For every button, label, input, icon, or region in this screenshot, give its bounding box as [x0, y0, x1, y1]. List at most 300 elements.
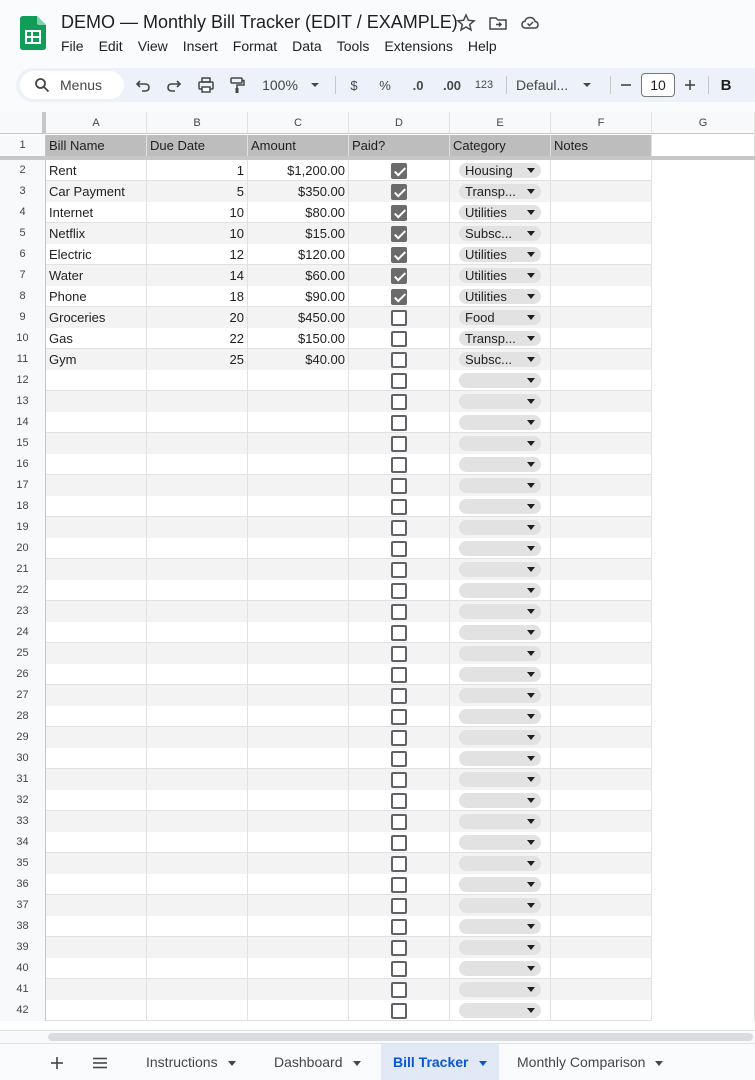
header-cell-bill-name[interactable]: Bill Name	[46, 135, 147, 156]
row-number[interactable]: 22	[0, 580, 46, 601]
paid-cell[interactable]	[349, 202, 450, 223]
empty-cell[interactable]	[147, 643, 248, 664]
empty-cell[interactable]	[46, 769, 147, 790]
empty-cell[interactable]	[349, 517, 450, 538]
category-cell[interactable]	[450, 223, 551, 244]
menu-format[interactable]: Format	[232, 38, 278, 54]
paid-cell[interactable]	[349, 181, 450, 202]
empty-cell[interactable]	[450, 475, 551, 496]
empty-cell[interactable]	[551, 412, 652, 433]
empty-cell[interactable]	[450, 580, 551, 601]
empty-cell[interactable]	[248, 790, 349, 811]
empty-cell[interactable]	[147, 370, 248, 391]
cell-g[interactable]	[652, 202, 755, 223]
column-header-a[interactable]: A	[46, 112, 147, 134]
category-dropdown[interactable]	[459, 730, 541, 745]
empty-cell[interactable]	[147, 727, 248, 748]
empty-cell[interactable]	[147, 853, 248, 874]
empty-cell[interactable]	[349, 811, 450, 832]
empty-cell[interactable]	[46, 622, 147, 643]
checkbox-unchecked[interactable]	[391, 625, 407, 641]
empty-cell[interactable]	[652, 412, 755, 433]
cell-g[interactable]	[652, 349, 755, 370]
horizontal-scrollbar[interactable]	[0, 1030, 755, 1042]
checkbox-checked[interactable]	[391, 268, 407, 284]
empty-cell[interactable]	[248, 727, 349, 748]
cloud-status-icon[interactable]	[520, 13, 540, 33]
empty-cell[interactable]	[248, 832, 349, 853]
row-number[interactable]: 41	[0, 979, 46, 1000]
row-number[interactable]: 42	[0, 1000, 46, 1021]
empty-cell[interactable]	[551, 454, 652, 475]
bill-name-cell[interactable]: Internet	[46, 202, 147, 223]
cell-g[interactable]	[652, 307, 755, 328]
empty-cell[interactable]	[248, 454, 349, 475]
empty-cell[interactable]	[652, 727, 755, 748]
empty-cell[interactable]	[652, 664, 755, 685]
empty-cell[interactable]	[652, 1000, 755, 1021]
empty-cell[interactable]	[248, 433, 349, 454]
paid-cell[interactable]	[349, 265, 450, 286]
empty-cell[interactable]	[46, 496, 147, 517]
empty-cell[interactable]	[652, 370, 755, 391]
empty-cell[interactable]	[551, 832, 652, 853]
row-number[interactable]: 16	[0, 454, 46, 475]
cell-g[interactable]	[652, 286, 755, 307]
empty-cell[interactable]	[147, 475, 248, 496]
row-number[interactable]: 30	[0, 748, 46, 769]
empty-cell[interactable]	[46, 580, 147, 601]
category-dropdown[interactable]	[459, 751, 541, 766]
category-dropdown[interactable]	[459, 982, 541, 997]
empty-cell[interactable]	[147, 601, 248, 622]
column-header-g[interactable]: G	[652, 112, 755, 134]
empty-cell[interactable]	[652, 916, 755, 937]
empty-cell[interactable]	[248, 706, 349, 727]
header-cell-paid[interactable]: Paid?	[349, 135, 450, 156]
category-dropdown[interactable]	[459, 457, 541, 472]
empty-cell[interactable]	[450, 832, 551, 853]
bill-name-cell[interactable]: Car Payment	[46, 181, 147, 202]
empty-cell[interactable]	[248, 748, 349, 769]
column-header-e[interactable]: E	[450, 112, 551, 134]
due-date-cell[interactable]: 20	[147, 307, 248, 328]
bill-name-cell[interactable]: Rent	[46, 160, 147, 181]
notes-cell[interactable]	[551, 349, 652, 370]
paint-format-icon[interactable]	[227, 73, 247, 97]
empty-cell[interactable]	[450, 685, 551, 706]
row-number[interactable]: 7	[0, 265, 46, 286]
empty-cell[interactable]	[652, 685, 755, 706]
empty-cell[interactable]	[652, 895, 755, 916]
row-number[interactable]: 32	[0, 790, 46, 811]
empty-cell[interactable]	[147, 895, 248, 916]
empty-cell[interactable]	[551, 937, 652, 958]
empty-cell[interactable]	[652, 475, 755, 496]
category-dropdown[interactable]	[459, 604, 541, 619]
notes-cell[interactable]	[551, 286, 652, 307]
empty-cell[interactable]	[46, 811, 147, 832]
decrease-font-size-button[interactable]	[619, 73, 633, 97]
checkbox-unchecked[interactable]	[391, 457, 407, 473]
empty-cell[interactable]	[349, 706, 450, 727]
increase-font-size-button[interactable]	[683, 73, 697, 97]
empty-cell[interactable]	[652, 874, 755, 895]
notes-cell[interactable]	[551, 265, 652, 286]
row-number[interactable]: 10	[0, 328, 46, 349]
empty-cell[interactable]	[450, 958, 551, 979]
empty-cell[interactable]	[551, 769, 652, 790]
empty-cell[interactable]	[551, 979, 652, 1000]
empty-cell[interactable]	[551, 433, 652, 454]
row-number[interactable]: 37	[0, 895, 46, 916]
checkbox-unchecked[interactable]	[391, 709, 407, 725]
empty-cell[interactable]	[450, 916, 551, 937]
paid-cell[interactable]	[349, 160, 450, 181]
increase-decimal-button[interactable]	[438, 73, 466, 97]
empty-cell[interactable]	[450, 496, 551, 517]
row-number[interactable]: 20	[0, 538, 46, 559]
tab-dashboard[interactable]	[262, 1044, 373, 1080]
empty-cell[interactable]	[652, 643, 755, 664]
category-dropdown[interactable]	[459, 373, 541, 388]
row-number[interactable]: 28	[0, 706, 46, 727]
row-number[interactable]: 17	[0, 475, 46, 496]
category-dropdown[interactable]	[459, 541, 541, 556]
empty-cell[interactable]	[248, 874, 349, 895]
amount-cell[interactable]: $450.00	[248, 307, 349, 328]
notes-cell[interactable]	[551, 328, 652, 349]
category-dropdown[interactable]	[459, 898, 541, 913]
empty-cell[interactable]	[147, 979, 248, 1000]
empty-cell[interactable]	[46, 874, 147, 895]
font-family-select[interactable]	[516, 73, 598, 97]
empty-cell[interactable]	[551, 391, 652, 412]
empty-cell[interactable]	[46, 748, 147, 769]
amount-cell[interactable]: $1,200.00	[248, 160, 349, 181]
empty-cell[interactable]	[349, 685, 450, 706]
empty-cell[interactable]	[147, 538, 248, 559]
category-dropdown[interactable]	[459, 919, 541, 934]
document-title[interactable]: DEMO — Monthly Bill Tracker (EDIT / EXAMPLE)	[61, 12, 458, 32]
empty-cell[interactable]	[450, 454, 551, 475]
empty-cell[interactable]	[349, 790, 450, 811]
category-cell[interactable]	[450, 286, 551, 307]
category-dropdown[interactable]	[459, 814, 541, 829]
empty-cell[interactable]	[349, 643, 450, 664]
empty-cell[interactable]	[652, 937, 755, 958]
empty-cell[interactable]	[248, 1000, 349, 1021]
empty-cell[interactable]	[147, 454, 248, 475]
decrease-decimal-button[interactable]	[406, 73, 430, 97]
empty-cell[interactable]	[147, 412, 248, 433]
all-sheets-button[interactable]	[82, 1044, 118, 1080]
notes-cell[interactable]	[551, 160, 652, 181]
row-number[interactable]: 39	[0, 937, 46, 958]
empty-cell[interactable]	[248, 517, 349, 538]
cell-g1[interactable]	[652, 135, 755, 156]
empty-cell[interactable]	[551, 958, 652, 979]
bill-name-cell[interactable]: Groceries	[46, 307, 147, 328]
empty-cell[interactable]	[46, 832, 147, 853]
empty-cell[interactable]	[551, 685, 652, 706]
empty-cell[interactable]	[46, 979, 147, 1000]
category-cell[interactable]	[450, 181, 551, 202]
row-number[interactable]: 36	[0, 874, 46, 895]
category-dropdown[interactable]	[459, 646, 541, 661]
menu-extensions[interactable]: Extensions	[384, 38, 453, 54]
empty-cell[interactable]	[349, 538, 450, 559]
empty-cell[interactable]	[450, 895, 551, 916]
empty-cell[interactable]	[450, 559, 551, 580]
menu-insert[interactable]: Insert	[182, 38, 218, 54]
header-cell-amount[interactable]: Amount	[248, 135, 349, 156]
category-dropdown[interactable]	[459, 856, 541, 871]
category-cell[interactable]	[450, 265, 551, 286]
empty-cell[interactable]	[248, 601, 349, 622]
row-number[interactable]: 18	[0, 496, 46, 517]
checkbox-unchecked[interactable]	[391, 667, 407, 683]
empty-cell[interactable]	[551, 622, 652, 643]
empty-cell[interactable]	[46, 664, 147, 685]
print-icon[interactable]	[196, 73, 216, 97]
empty-cell[interactable]	[147, 1000, 248, 1021]
empty-cell[interactable]	[147, 433, 248, 454]
empty-cell[interactable]	[349, 454, 450, 475]
checkbox-unchecked[interactable]	[391, 688, 407, 704]
category-dropdown[interactable]	[459, 793, 541, 808]
checkbox-unchecked[interactable]	[391, 877, 407, 893]
checkbox-unchecked[interactable]	[391, 415, 407, 431]
amount-cell[interactable]: $120.00	[248, 244, 349, 265]
sheets-logo-icon[interactable]	[20, 16, 46, 50]
empty-cell[interactable]	[46, 454, 147, 475]
checkbox-unchecked[interactable]	[391, 499, 407, 515]
category-dropdown[interactable]	[459, 877, 541, 892]
empty-cell[interactable]	[46, 706, 147, 727]
category-dropdown[interactable]	[459, 709, 541, 724]
empty-cell[interactable]	[147, 937, 248, 958]
category-dropdown[interactable]	[459, 310, 541, 325]
category-dropdown[interactable]	[459, 205, 541, 220]
category-cell[interactable]	[450, 244, 551, 265]
empty-cell[interactable]	[551, 811, 652, 832]
empty-cell[interactable]	[450, 433, 551, 454]
empty-cell[interactable]	[349, 916, 450, 937]
empty-cell[interactable]	[652, 601, 755, 622]
empty-cell[interactable]	[349, 1000, 450, 1021]
empty-cell[interactable]	[652, 517, 755, 538]
empty-cell[interactable]	[46, 958, 147, 979]
category-dropdown[interactable]	[459, 415, 541, 430]
empty-cell[interactable]	[450, 664, 551, 685]
empty-cell[interactable]	[147, 748, 248, 769]
notes-cell[interactable]	[551, 244, 652, 265]
amount-cell[interactable]: $60.00	[248, 265, 349, 286]
category-dropdown[interactable]	[459, 667, 541, 682]
row-number[interactable]: 27	[0, 685, 46, 706]
row-number[interactable]: 25	[0, 643, 46, 664]
empty-cell[interactable]	[349, 979, 450, 1000]
category-dropdown[interactable]	[459, 352, 541, 367]
empty-cell[interactable]	[450, 706, 551, 727]
checkbox-unchecked[interactable]	[391, 751, 407, 767]
amount-cell[interactable]: $90.00	[248, 286, 349, 307]
category-dropdown[interactable]	[459, 1003, 541, 1018]
empty-cell[interactable]	[46, 517, 147, 538]
row-number[interactable]: 8	[0, 286, 46, 307]
empty-cell[interactable]	[349, 601, 450, 622]
tab-bill-tracker[interactable]	[381, 1044, 499, 1080]
empty-cell[interactable]	[652, 496, 755, 517]
column-header-c[interactable]: C	[248, 112, 349, 134]
paid-cell[interactable]	[349, 328, 450, 349]
empty-cell[interactable]	[248, 370, 349, 391]
column-header-f[interactable]: F	[551, 112, 652, 134]
empty-cell[interactable]	[46, 601, 147, 622]
checkbox-unchecked[interactable]	[391, 331, 407, 347]
row-number[interactable]: 1	[0, 135, 46, 156]
empty-cell[interactable]	[147, 790, 248, 811]
empty-cell[interactable]	[46, 727, 147, 748]
empty-cell[interactable]	[652, 790, 755, 811]
empty-cell[interactable]	[349, 769, 450, 790]
checkbox-unchecked[interactable]	[391, 793, 407, 809]
empty-cell[interactable]	[652, 580, 755, 601]
menu-view[interactable]: View	[137, 38, 168, 54]
checkbox-unchecked[interactable]	[391, 373, 407, 389]
empty-cell[interactable]	[147, 916, 248, 937]
checkbox-unchecked[interactable]	[391, 961, 407, 977]
row-number[interactable]: 3	[0, 181, 46, 202]
cell-g[interactable]	[652, 181, 755, 202]
empty-cell[interactable]	[652, 433, 755, 454]
empty-cell[interactable]	[147, 958, 248, 979]
empty-cell[interactable]	[248, 643, 349, 664]
row-number[interactable]: 4	[0, 202, 46, 223]
category-dropdown[interactable]	[459, 436, 541, 451]
empty-cell[interactable]	[147, 685, 248, 706]
empty-cell[interactable]	[652, 979, 755, 1000]
due-date-cell[interactable]: 1	[147, 160, 248, 181]
category-dropdown[interactable]	[459, 562, 541, 577]
empty-cell[interactable]	[147, 391, 248, 412]
empty-cell[interactable]	[652, 538, 755, 559]
empty-cell[interactable]	[349, 895, 450, 916]
zoom-select[interactable]	[256, 73, 326, 97]
checkbox-unchecked[interactable]	[391, 919, 407, 935]
checkbox-unchecked[interactable]	[391, 856, 407, 872]
menu-help[interactable]: Help	[467, 38, 497, 54]
empty-cell[interactable]	[248, 811, 349, 832]
empty-cell[interactable]	[248, 391, 349, 412]
row-number[interactable]: 11	[0, 349, 46, 370]
checkbox-unchecked[interactable]	[391, 730, 407, 746]
row-number[interactable]: 26	[0, 664, 46, 685]
row-number[interactable]: 9	[0, 307, 46, 328]
category-dropdown[interactable]	[459, 478, 541, 493]
empty-cell[interactable]	[551, 664, 652, 685]
menu-data[interactable]: Data	[292, 38, 322, 54]
empty-cell[interactable]	[248, 664, 349, 685]
row-number[interactable]: 14	[0, 412, 46, 433]
empty-cell[interactable]	[551, 517, 652, 538]
category-dropdown[interactable]	[459, 940, 541, 955]
empty-cell[interactable]	[652, 559, 755, 580]
empty-cell[interactable]	[551, 370, 652, 391]
empty-cell[interactable]	[652, 391, 755, 412]
tab-instructions[interactable]	[134, 1044, 248, 1080]
empty-cell[interactable]	[349, 622, 450, 643]
empty-cell[interactable]	[652, 958, 755, 979]
empty-cell[interactable]	[248, 958, 349, 979]
empty-cell[interactable]	[349, 412, 450, 433]
empty-cell[interactable]	[349, 874, 450, 895]
checkbox-unchecked[interactable]	[391, 436, 407, 452]
empty-cell[interactable]	[248, 685, 349, 706]
empty-cell[interactable]	[46, 790, 147, 811]
checkbox-unchecked[interactable]	[391, 583, 407, 599]
notes-cell[interactable]	[551, 307, 652, 328]
empty-cell[interactable]	[652, 622, 755, 643]
column-header-d[interactable]: D	[349, 112, 450, 134]
category-dropdown[interactable]	[459, 688, 541, 703]
empty-cell[interactable]	[248, 916, 349, 937]
empty-cell[interactable]	[248, 412, 349, 433]
empty-cell[interactable]	[551, 643, 652, 664]
category-dropdown[interactable]	[459, 247, 541, 262]
category-dropdown[interactable]	[459, 289, 541, 304]
empty-cell[interactable]	[551, 706, 652, 727]
percent-format-button[interactable]: %	[379, 77, 391, 93]
amount-cell[interactable]: $350.00	[248, 181, 349, 202]
due-date-cell[interactable]: 25	[147, 349, 248, 370]
empty-cell[interactable]	[551, 580, 652, 601]
empty-cell[interactable]	[147, 811, 248, 832]
category-dropdown[interactable]	[459, 961, 541, 976]
row-number[interactable]: 34	[0, 832, 46, 853]
star-icon[interactable]	[456, 13, 476, 33]
empty-cell[interactable]	[349, 559, 450, 580]
menu-file[interactable]: File	[61, 38, 84, 54]
header-cell-due-date[interactable]: Due Date	[147, 135, 248, 156]
empty-cell[interactable]	[551, 874, 652, 895]
move-folder-icon[interactable]	[488, 13, 508, 33]
empty-cell[interactable]	[349, 496, 450, 517]
row-number[interactable]: 29	[0, 727, 46, 748]
empty-cell[interactable]	[450, 790, 551, 811]
empty-cell[interactable]	[652, 832, 755, 853]
checkbox-unchecked[interactable]	[391, 940, 407, 956]
undo-icon[interactable]	[133, 73, 153, 97]
empty-cell[interactable]	[450, 874, 551, 895]
menu-tools[interactable]: Tools	[336, 38, 370, 54]
row-number[interactable]: 13	[0, 391, 46, 412]
font-size-input[interactable]: 10	[641, 73, 675, 97]
bill-name-cell[interactable]: Gas	[46, 328, 147, 349]
empty-cell[interactable]	[450, 769, 551, 790]
empty-cell[interactable]	[551, 601, 652, 622]
cell-g[interactable]	[652, 244, 755, 265]
empty-cell[interactable]	[248, 475, 349, 496]
empty-cell[interactable]	[147, 580, 248, 601]
empty-cell[interactable]	[248, 853, 349, 874]
category-cell[interactable]	[450, 307, 551, 328]
category-dropdown[interactable]	[459, 583, 541, 598]
checkbox-unchecked[interactable]	[391, 562, 407, 578]
category-dropdown[interactable]	[459, 520, 541, 535]
category-dropdown[interactable]	[459, 268, 541, 283]
